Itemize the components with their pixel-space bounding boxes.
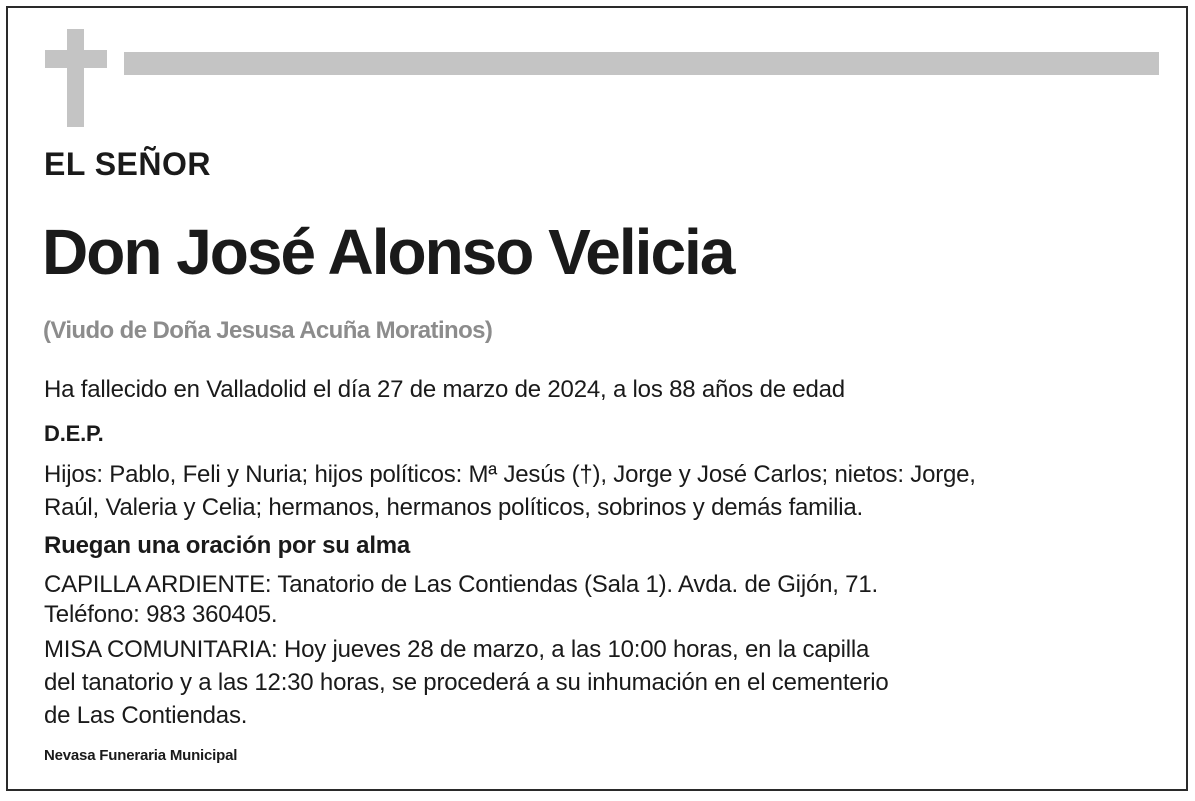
- funeral-home: Nevasa Funeraria Municipal: [44, 747, 238, 764]
- cross-icon-vertical: [67, 29, 84, 127]
- cross-icon-horizontal: [45, 50, 107, 68]
- mass-line-2: del tanatorio y a las 12:30 horas, se procederá a su inhumación en el cementerio: [44, 669, 889, 696]
- chapel-line-2: Teléfono: 983 360405.: [44, 601, 278, 628]
- deceased-name: Don José Alonso Velicia: [42, 216, 734, 288]
- decorative-bar: [124, 52, 1159, 75]
- heading-label: EL SEÑOR: [44, 146, 211, 182]
- chapel-line-1: CAPILLA ARDIENTE: Tanatorio de Las Contiendas (Sala 1). Avda. de Gijón, 71.: [44, 571, 878, 598]
- widower-note: (Viudo de Doña Jesusa Acuña Moratinos): [43, 317, 493, 344]
- mass-line-3: de Las Contiendas.: [44, 702, 248, 729]
- mass-line-1: MISA COMUNITARIA: Hoy jueves 28 de marzo, a las 10:00 horas, en la capilla: [44, 636, 870, 663]
- rip-label: D.E.P.: [44, 421, 104, 446]
- prayer-line: Ruegan una oración por su alma: [44, 532, 411, 559]
- family-line-1: Hijos: Pablo, Feli y Nuria; hijos políticos: Mª Jesús (†), Jorge y José Carlos; nietos: Jorge,: [44, 461, 976, 488]
- family-line-2: Raúl, Valeria y Celia; hermanos, hermanos políticos, sobrinos y demás familia.: [44, 494, 863, 521]
- death-line: Ha fallecido en Valladolid el día 27 de marzo de 2024, a los 88 años de edad: [44, 376, 845, 403]
